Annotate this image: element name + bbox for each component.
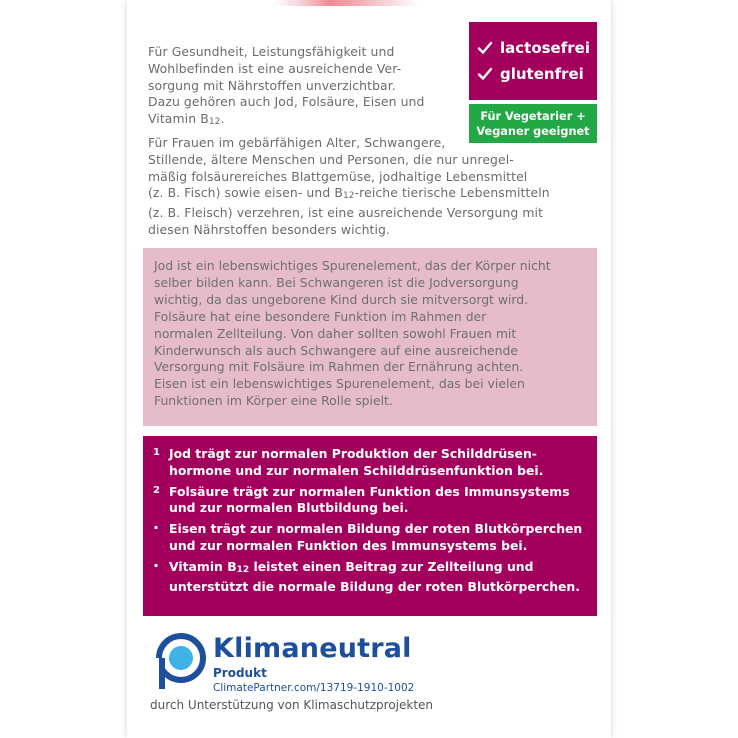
climate-support-text: durch Unterstützung von Klimaschutzprojekten <box>150 698 434 712</box>
climate-partner-logo-icon <box>156 633 206 691</box>
claim-folsaeure: 2 Folsäure trägt zur normalen Funktion des Immunsystems und zur normalen Blutbildung bei. <box>153 483 570 516</box>
claim-jod: 1 Jod trägt zur normalen Produktion der Schilddrüsen- hormone und zur normalen Schilddrüsenfunktion bei. <box>153 446 544 478</box>
diet-badge <box>469 22 597 100</box>
intro-paragraph-1: Für Gesundheit, Leistungsfähigkeit und Wohlbefinden ist eine ausreichende Ver- sorgung mit Nährstoffen unverzichtbar. Dazu gehören auch Jod, Folsäure, Eisen und Vitamin $B_{12}$. <box>148 44 425 128</box>
klimaneutral-title: Klimaneutral <box>213 633 412 664</box>
top-edge-print <box>127 0 611 6</box>
vegan-badge: Für Vegetarier + Veganer geeignet <box>469 104 597 143</box>
badge-glutenfrei: glutenfrei <box>477 61 597 87</box>
nutrient-info-panel: Jod ist ein lebenswichtiges Spurenelement, das der Körper nicht selber bilden kann. Bei Schwangeren ist die Jodversorgung wichtig, da das ungeborene Kind durch sie mitversorgt wird. Folsäure hat eine besondere Funktion im Rahmen der normalen Zellteilung. Von daher sollten sowohl Frauen mit Kinderwunsch als auch Schwangere auf eine ausreichende Versorgung mit Folsäure im Rahmen der Ernährung achten. Eisen ist ein lebenswichtiges Spurenelement, das bei vielen Funktionen im Körper eine Rolle spielt. <box>143 248 597 426</box>
klimaneutral-subtitle: Produkt <box>213 666 267 680</box>
check-icon <box>477 66 493 82</box>
climate-partner-url: ClimatePartner.com/13719-1910-1002 <box>213 682 415 694</box>
check-icon <box>477 40 493 56</box>
badge-lactosefrei: lactosefrei <box>477 35 597 61</box>
claim-eisen: · Eisen trägt zur normalen Bildung der roten Blutkörperchen und zur normalen Funktion des Immunsystems bei. <box>153 518 583 553</box>
health-claims-panel <box>143 436 597 616</box>
package-back-panel <box>127 0 611 738</box>
claim-vitamin-b12: · Vitamin $B_{12}$ leistet einen Beitrag zur Zellteilung und unterstützt die normale Bildung der roten Blutkörperchen. <box>153 555 580 594</box>
intro-paragraph-2: Für Frauen im gebärfähigen Alter, Schwangere, Stillende, ältere Menschen und Personen, die nur unregel- mäßig folsäurereiches Blattgemüse, jodhaltige Lebensmittel (z. B. Fisch) sowie eisen- und $B_{12}$-reiche tierische Lebensmitteln (z. B. Fleisch) verzehren, ist eine ausreichende Versorgung mit diesen Nährstoffen besonders wichtig. <box>148 134 550 237</box>
